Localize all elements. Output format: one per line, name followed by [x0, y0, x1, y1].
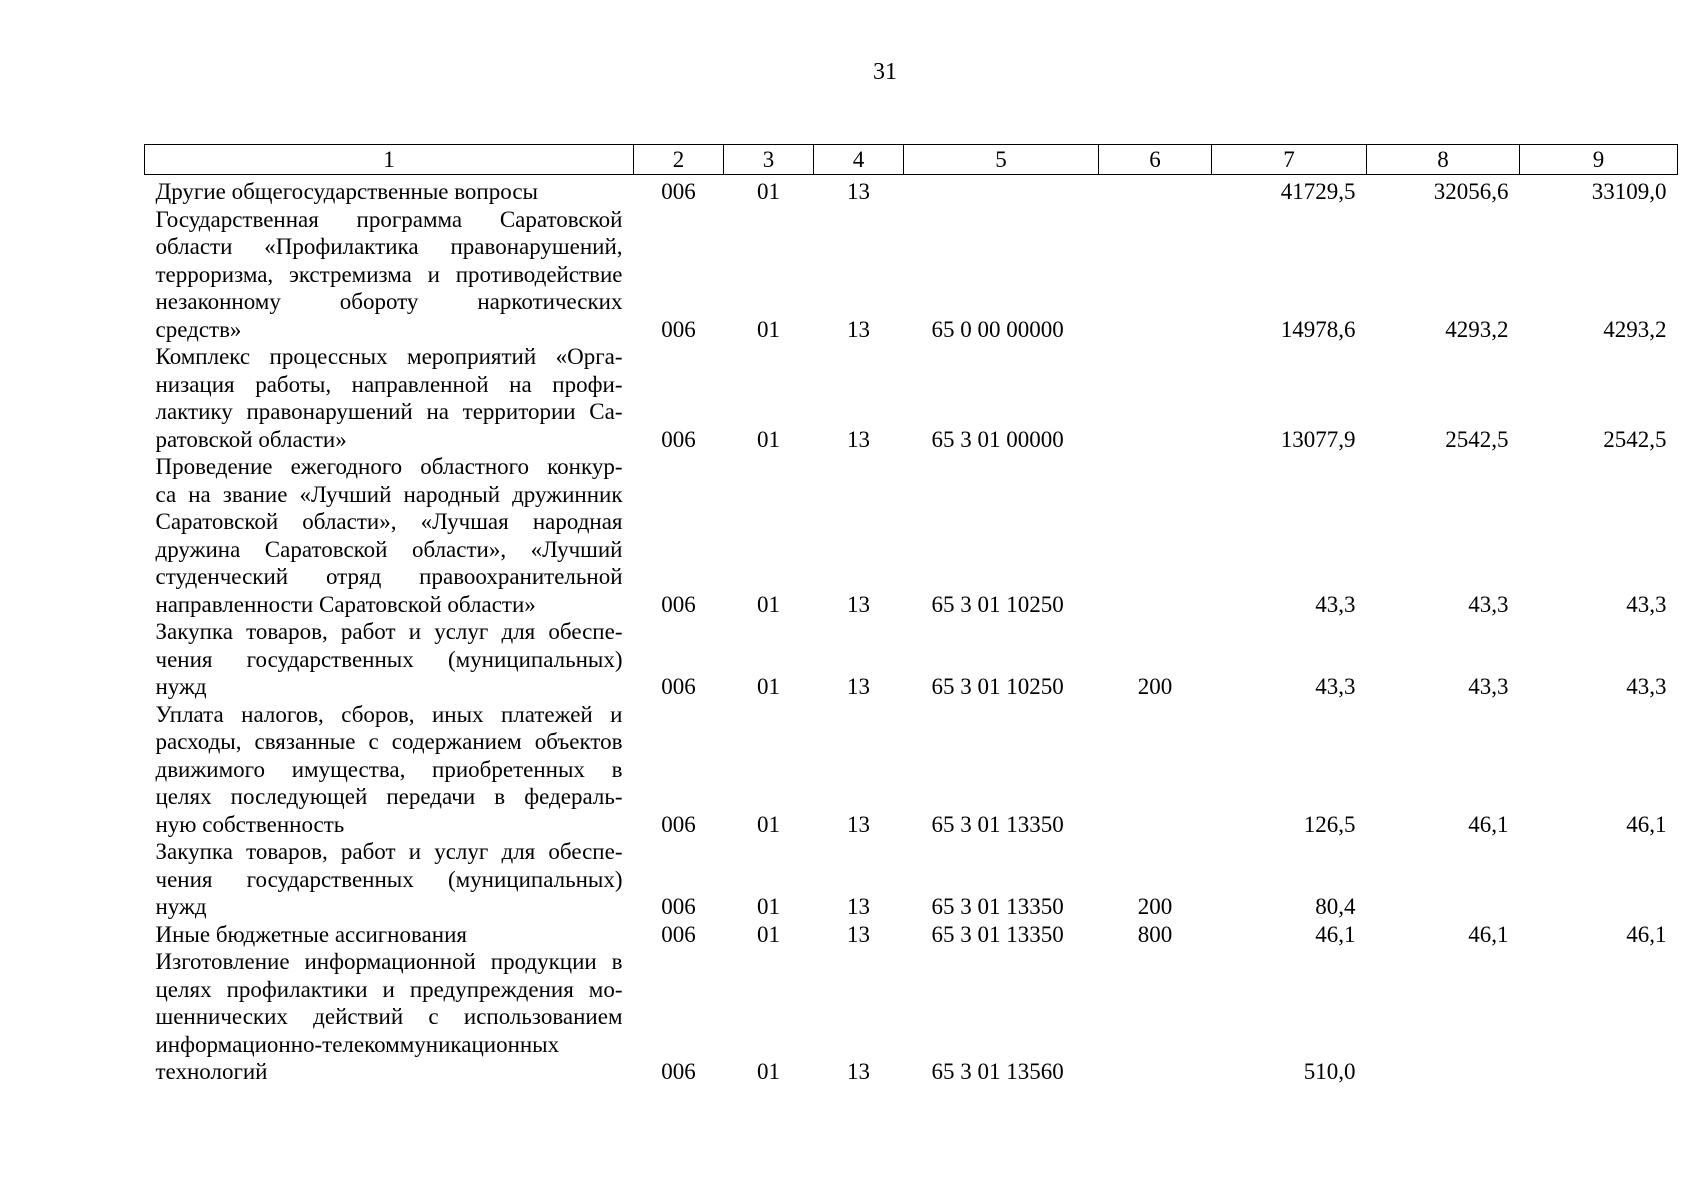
item-name-line: Другие общегосударственные вопросы: [155, 179, 538, 204]
cell-amount-col9: 4293,2: [1603, 316, 1667, 342]
cell-section: 01: [757, 426, 780, 452]
cell-amount-col9: 46,1: [1626, 921, 1667, 947]
table-row: [145, 453, 1678, 618]
table-row: [145, 175, 1678, 206]
cell-expense-type: [1099, 701, 1212, 839]
item-name-line: ратовской области»: [155, 426, 347, 452]
cell-target-article: 65 0 00 00000: [931, 316, 1064, 342]
cell-amount-col7: 14978,6: [1280, 316, 1356, 342]
item-name-line: движимого имущества, приобретенных в: [155, 756, 623, 782]
table-row: [145, 838, 1678, 921]
cell-ministry-code: 006: [661, 674, 696, 699]
cell-section: 01: [757, 921, 780, 947]
cell-ministry-code: 006: [661, 1059, 696, 1084]
cell-target-article: 65 3 01 10250: [931, 591, 1064, 617]
cell-amount-col7: 126,5: [1303, 811, 1356, 837]
cell-item-name: [145, 701, 634, 839]
cell-section: 01: [757, 591, 780, 617]
cell-item-name: [145, 948, 634, 1086]
cell-amount-col9: [1520, 948, 1678, 1086]
cell-subsection: 13: [847, 811, 870, 837]
item-name-line: Саратовской области», «Лучшая народная: [155, 509, 623, 534]
item-name-line: информационно-телекоммуникационных: [155, 1031, 560, 1057]
header-col-6: 6: [1099, 145, 1212, 175]
cell-amount-col8: 43,3: [1468, 591, 1509, 617]
cell-amount-col8: 2542,5: [1445, 426, 1509, 452]
table-row: [145, 618, 1678, 701]
cell-subsection: 13: [847, 1059, 870, 1084]
budget-table: [144, 144, 1678, 1086]
cell-section: 01: [757, 811, 780, 837]
cell-section: 01: [757, 1059, 780, 1084]
cell-amount-col7: 43,3: [1315, 591, 1356, 617]
cell-amount-col8: 32056,6: [1433, 179, 1509, 204]
item-name-line: чения государственных (муниципальных): [155, 866, 623, 892]
cell-expense-type: 200: [1137, 894, 1173, 919]
cell-item-name: [145, 175, 634, 206]
cell-amount-col7: 13077,9: [1280, 426, 1356, 452]
item-name-line: лактику правонарушений на территории Са-: [155, 399, 623, 424]
cell-subsection: 13: [847, 894, 870, 919]
header-col-7: 7: [1212, 145, 1367, 175]
cell-target-article: 65 3 01 13350: [931, 921, 1064, 947]
cell-amount-col7: 43,3: [1315, 674, 1356, 699]
cell-item-name: [145, 343, 634, 453]
item-name-line: Изготовление информационной продукции в: [155, 949, 623, 974]
item-name-line: области «Профилактика правонарушений,: [155, 234, 623, 259]
item-name-line: нужд: [155, 894, 207, 919]
cell-amount-col8: 46,1: [1468, 811, 1509, 837]
cell-amount-col9: 43,3: [1626, 674, 1667, 699]
cell-amount-col9: [1520, 838, 1678, 921]
cell-amount-col8: 4293,2: [1445, 316, 1509, 342]
cell-ministry-code: 006: [661, 811, 696, 837]
cell-item-name: [145, 618, 634, 701]
cell-subsection: 13: [847, 179, 870, 204]
item-name-line: Закупка товаров, работ и услуг для обеспе-: [155, 839, 623, 864]
header-col-8: 8: [1367, 145, 1520, 175]
item-name-line: дружина Саратовской области», «Лучший: [155, 536, 623, 562]
item-name-line: Закупка товаров, работ и услуг для обеспе-: [155, 619, 623, 644]
item-name-line: направленности Саратовской области»: [155, 591, 536, 617]
cell-subsection: 13: [847, 316, 870, 342]
item-name-line: средств»: [155, 316, 242, 342]
page-number: 31: [873, 59, 897, 85]
cell-item-name: [145, 921, 634, 949]
header-col-9: 9: [1520, 145, 1678, 175]
cell-section: 01: [757, 894, 780, 919]
cell-expense-type: [1099, 343, 1212, 453]
cell-ministry-code: 006: [661, 179, 696, 204]
table-body: [145, 175, 1678, 1086]
cell-amount-col9: 2542,5: [1603, 426, 1667, 452]
header-col-4: 4: [814, 145, 904, 175]
item-name-line: незаконному обороту наркотических: [155, 289, 623, 314]
table-row: [145, 701, 1678, 839]
cell-target-article: [904, 175, 1099, 206]
cell-subsection: 13: [847, 426, 870, 452]
item-name-line: студенческий отряд правоохранительной: [155, 564, 623, 589]
item-name-line: са на звание «Лучший народный дружинник: [155, 481, 623, 507]
cell-ministry-code: 006: [661, 894, 696, 919]
cell-ministry-code: 006: [661, 316, 696, 342]
table-header: [145, 145, 1678, 175]
cell-expense-type: 800: [1137, 921, 1173, 947]
cell-amount-col8: 43,3: [1468, 674, 1509, 699]
cell-subsection: 13: [847, 674, 870, 699]
item-name-line: Государственная программа Саратовской: [155, 206, 623, 232]
cell-item-name: [145, 206, 634, 344]
cell-amount-col9: 33109,0: [1591, 179, 1667, 204]
cell-amount-col9: 43,3: [1626, 591, 1667, 617]
cell-ministry-code: 006: [661, 591, 696, 617]
header-row: [145, 145, 1678, 175]
cell-amount-col9: 46,1: [1626, 811, 1667, 837]
header-col-5: 5: [904, 145, 1099, 175]
item-name-line: чения государственных (муниципальных): [155, 646, 623, 672]
cell-target-article: 65 3 01 10250: [931, 674, 1064, 699]
cell-section: 01: [757, 674, 780, 699]
item-name-line: Комплекс процессных мероприятий «Орга-: [155, 344, 623, 369]
item-name-line: Иные бюджетные ассигнования: [155, 921, 467, 947]
cell-section: 01: [757, 179, 780, 204]
item-name-line: нужд: [155, 674, 207, 699]
cell-expense-type: [1099, 175, 1212, 206]
table-row: [145, 948, 1678, 1086]
item-name-line: расходы, связанные с содержанием объектов: [155, 729, 623, 754]
cell-amount-col7: 510,0: [1303, 1059, 1356, 1084]
item-name-line: целях последующей передачи в федераль-: [155, 784, 623, 809]
cell-item-name: [145, 838, 634, 921]
cell-amount-col8: [1367, 838, 1520, 921]
item-name-line: Уплата налогов, сборов, иных платежей и: [155, 701, 623, 727]
cell-target-article: 65 3 01 00000: [931, 426, 1064, 452]
cell-expense-type: [1099, 453, 1212, 618]
item-name-line: шеннических действий с использованием: [155, 1004, 623, 1029]
cell-target-article: 65 3 01 13350: [931, 894, 1064, 919]
item-name-line: терроризма, экстремизма и противодействие: [155, 261, 623, 287]
cell-target-article: 65 3 01 13560: [931, 1059, 1064, 1084]
header-col-2: 2: [634, 145, 724, 175]
cell-ministry-code: 006: [661, 921, 696, 947]
item-name-line: технологий: [155, 1059, 268, 1084]
cell-amount-col7: 41729,5: [1280, 179, 1356, 204]
item-name-line: Проведение ежегодного областного конкур-: [155, 454, 623, 479]
cell-section: 01: [757, 316, 780, 342]
cell-subsection: 13: [847, 921, 870, 947]
cell-subsection: 13: [847, 591, 870, 617]
header-col-1: 1: [145, 145, 634, 175]
table-row: [145, 343, 1678, 453]
item-name-line: целях профилактики и предупреждения мо-: [155, 976, 623, 1002]
cell-expense-type: [1099, 206, 1212, 344]
cell-amount-col8: 46,1: [1468, 921, 1509, 947]
item-name-line: ную собственность: [155, 811, 345, 837]
cell-expense-type: 200: [1137, 674, 1173, 699]
table-row: [145, 206, 1678, 344]
cell-amount-col8: [1367, 948, 1520, 1086]
cell-expense-type: [1099, 948, 1212, 1086]
cell-item-name: [145, 453, 634, 618]
item-name-line: низация работы, направленной на профи-: [155, 371, 623, 397]
cell-ministry-code: 006: [661, 426, 696, 452]
cell-target-article: 65 3 01 13350: [931, 811, 1064, 837]
header-col-3: 3: [724, 145, 814, 175]
cell-amount-col7: 80,4: [1315, 894, 1356, 919]
table-row: [145, 921, 1678, 949]
cell-amount-col7: 46,1: [1315, 921, 1356, 947]
